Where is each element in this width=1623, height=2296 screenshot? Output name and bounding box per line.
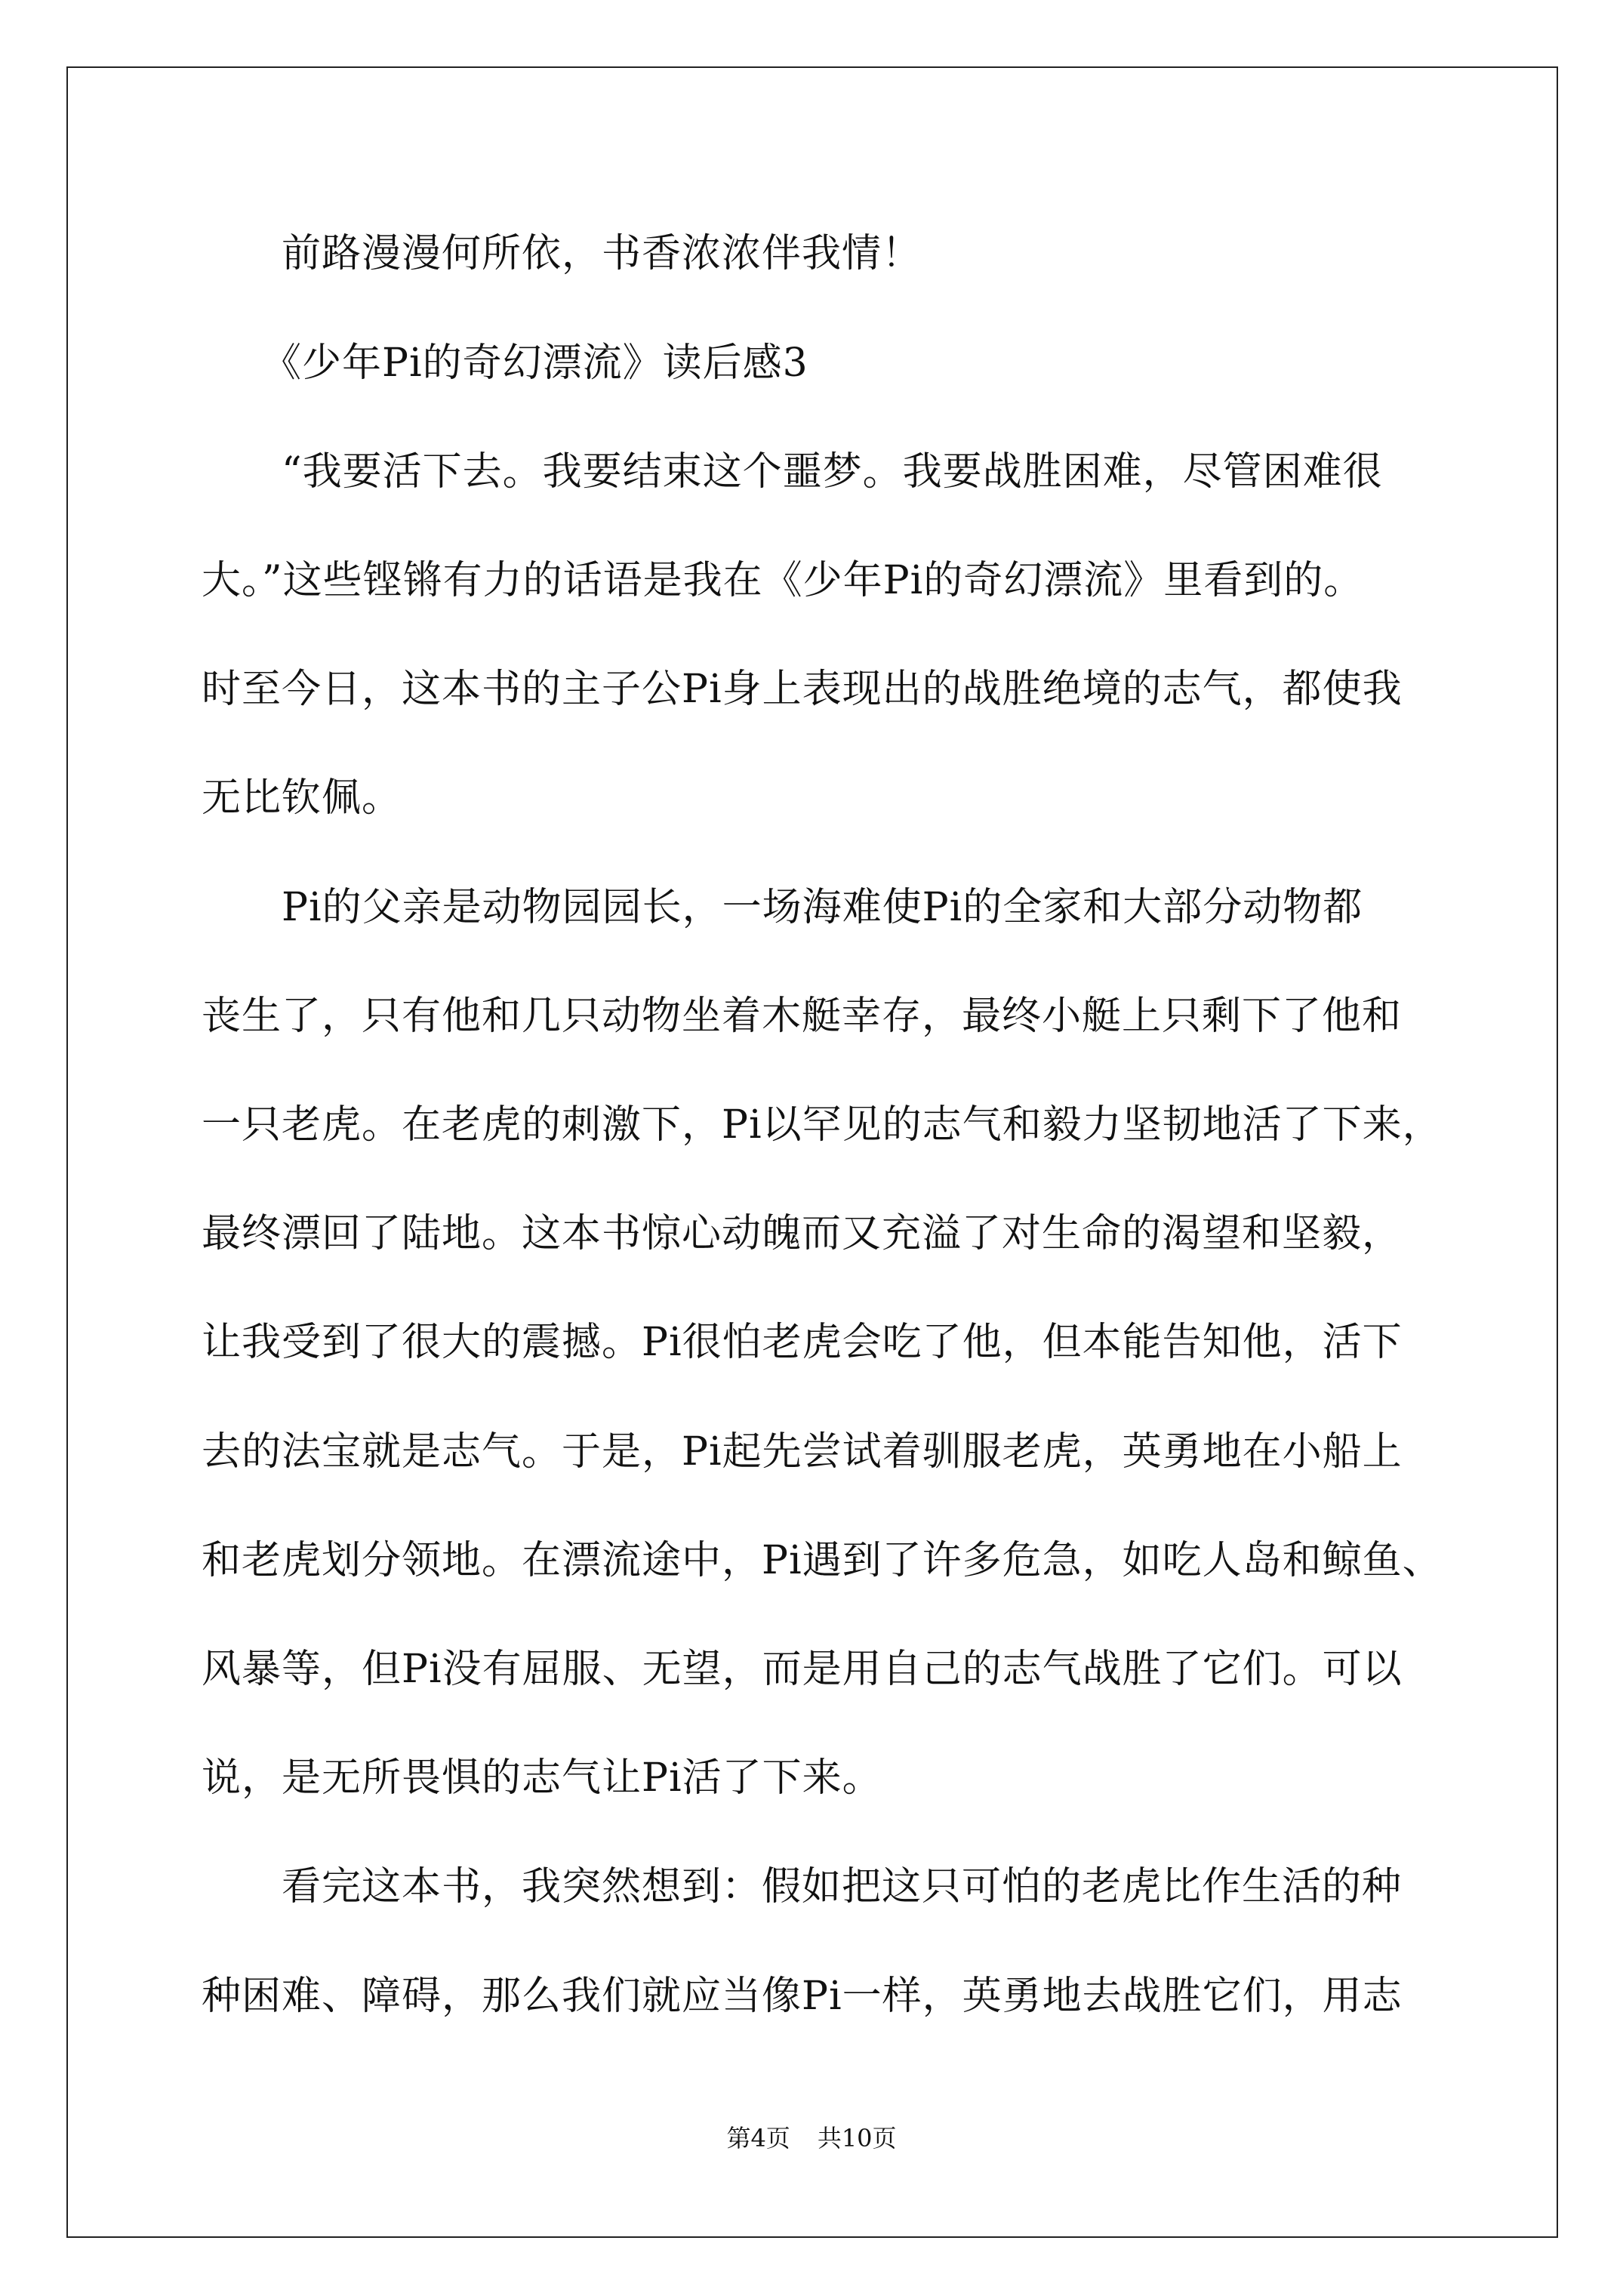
paragraph-line: 丧生了，只有他和几只动物坐着木艇幸存，最终小艇上只剩下了他和 <box>202 994 1403 1039</box>
paragraph-line: 大。”这些铿锵有力的话语是我在《少年Pi的奇幻漂流》里看到的。 <box>202 558 1364 603</box>
paragraph-line: 和老虎划分领地。在漂流途中，Pi遇到了许多危急，如吃人岛和鲸鱼、 <box>202 1538 1443 1583</box>
page-total: 共10页 <box>817 2124 897 2153</box>
page-number: 第4页 <box>726 2124 790 2153</box>
paragraph-line: 最终漂回了陆地。这本书惊心动魄而又充溢了对生命的渴望和坚毅， <box>202 1211 1403 1256</box>
paragraph-line: 时至今日，这本书的主子公Pi身上表现出的战胜绝境的志气，都使我 <box>202 667 1403 712</box>
paragraph-line: 去的法宝就是志气。于是，Pi起先尝试着驯服老虎，英勇地在小船上 <box>202 1429 1403 1475</box>
page-border <box>66 66 1558 2238</box>
section-heading: 《少年Pi的奇幻漂流》读后感3 <box>202 341 808 386</box>
paragraph-line: 让我受到了很大的震撼。Pi很怕老虎会吃了他，但本能告知他，活下 <box>202 1320 1403 1365</box>
paragraph-line: Pi的父亲是动物园园长，一场海难使Pi的全家和大部分动物都 <box>202 885 1363 930</box>
paragraph-line: 风暴等，但Pi没有屈服、无望，而是用自己的志气战胜了它们。可以 <box>202 1647 1403 1692</box>
paragraph-line: 一只老虎。在老虎的刺激下，Pi以罕见的志气和毅力坚韧地活了下来， <box>202 1102 1443 1148</box>
paragraph-line: 前路漫漫何所依，书香浓浓伴我情！ <box>202 231 922 276</box>
paragraph-line: 种困难、障碍，那么我们就应当像Pi一样，英勇地去战胜它们，用志 <box>202 1974 1403 2019</box>
paragraph-line: 看完这本书，我突然想到：假如把这只可怕的老虎比作生活的种 <box>202 1864 1403 1909</box>
paragraph-line: 无比钦佩。 <box>202 775 402 821</box>
paragraph-line: “我要活下去。我要结束这个噩梦。我要战胜困难，尽管困难很 <box>202 449 1383 495</box>
paragraph-line: 说，是无所畏惧的志气让Pi活了下来。 <box>202 1755 882 1801</box>
page-footer <box>0 2123 1623 2153</box>
